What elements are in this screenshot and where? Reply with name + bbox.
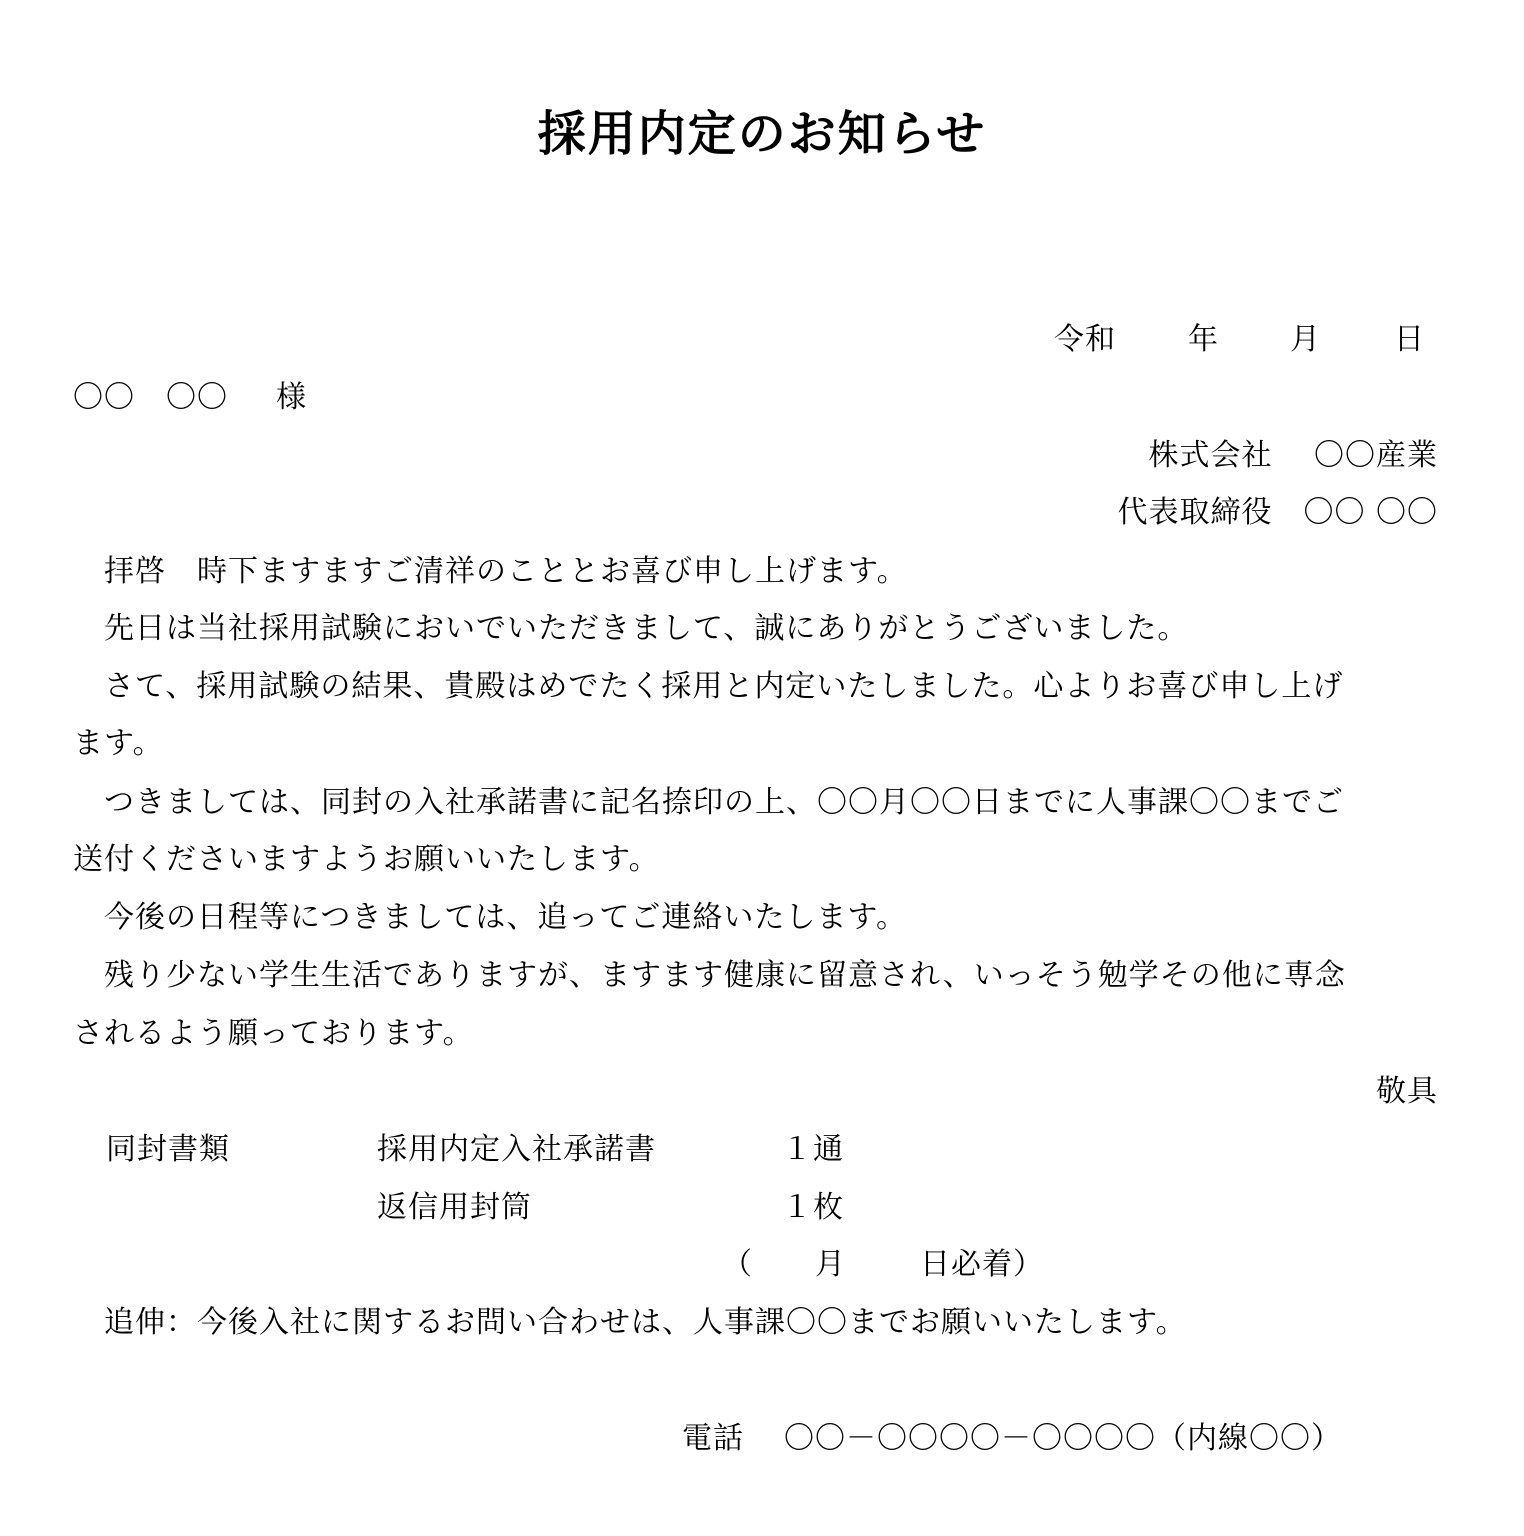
body-line: されるよう願っております。 [73, 1016, 474, 1051]
sender-company: 株式会社 〇〇産業 [1148, 438, 1438, 473]
page-title: 採用内定のお知らせ [537, 106, 987, 162]
postscript: 追伸：今後入社に関するお問い合わせは、人事課〇〇までお願いいたします。 [73, 1305, 1187, 1340]
deadline-open: （ [722, 1247, 753, 1282]
date-month: 月 [1290, 322, 1321, 357]
enclosure-item-name: 採用内定入社承諾書 [377, 1132, 656, 1167]
body-line: 送付くださいますようお願いいたします。 [73, 842, 660, 877]
body-line: ます。 [73, 726, 164, 761]
body-line: つきましては、同封の入社承諾書に記名捺印の上、〇〇月〇〇日までに人事課〇〇までご [73, 785, 1344, 820]
contact-label: 電話 [682, 1421, 744, 1456]
enclosure-item-name: 返信用封筒 [377, 1190, 532, 1225]
body-line: 残り少ない学生生活でありますが、ますます健康に留意され、いっそう勉学その他に専念 [73, 958, 1346, 993]
deadline-month: 月 [815, 1247, 846, 1282]
date-day: 日 [1394, 322, 1425, 357]
body-line: さて、採用試験の結果、貴殿はめでたく採用と内定いたしました。心よりお喜び申し上げ [73, 669, 1344, 704]
date-era: 令和 [1054, 322, 1116, 357]
sender-representative: 代表取締役 〇〇 〇〇 [1117, 495, 1438, 530]
enclosure-item-count: １枚 [782, 1190, 844, 1225]
closing: 敬具 [1376, 1074, 1438, 1109]
enclosure-item-count: １通 [782, 1132, 844, 1167]
recipient-honorific: 様 [276, 380, 307, 415]
date-year: 年 [1188, 322, 1219, 357]
body-line: 今後の日程等につきましては、追ってご連絡いたします。 [73, 900, 907, 935]
body-line: 拝啓 時下ますますご清祥のこととお喜び申し上げます。 [73, 554, 908, 589]
body-line: 先日は当社採用試験においでいただきまして、誠にありがとうございました。 [73, 611, 1189, 646]
contact-phone: 〇〇－〇〇〇〇－〇〇〇〇（内線〇〇） [784, 1421, 1342, 1456]
recipient-name: 〇〇 〇〇 [73, 380, 228, 415]
enclosures-label: 同封書類 [106, 1132, 230, 1167]
deadline-day: 日必着） [920, 1247, 1044, 1282]
